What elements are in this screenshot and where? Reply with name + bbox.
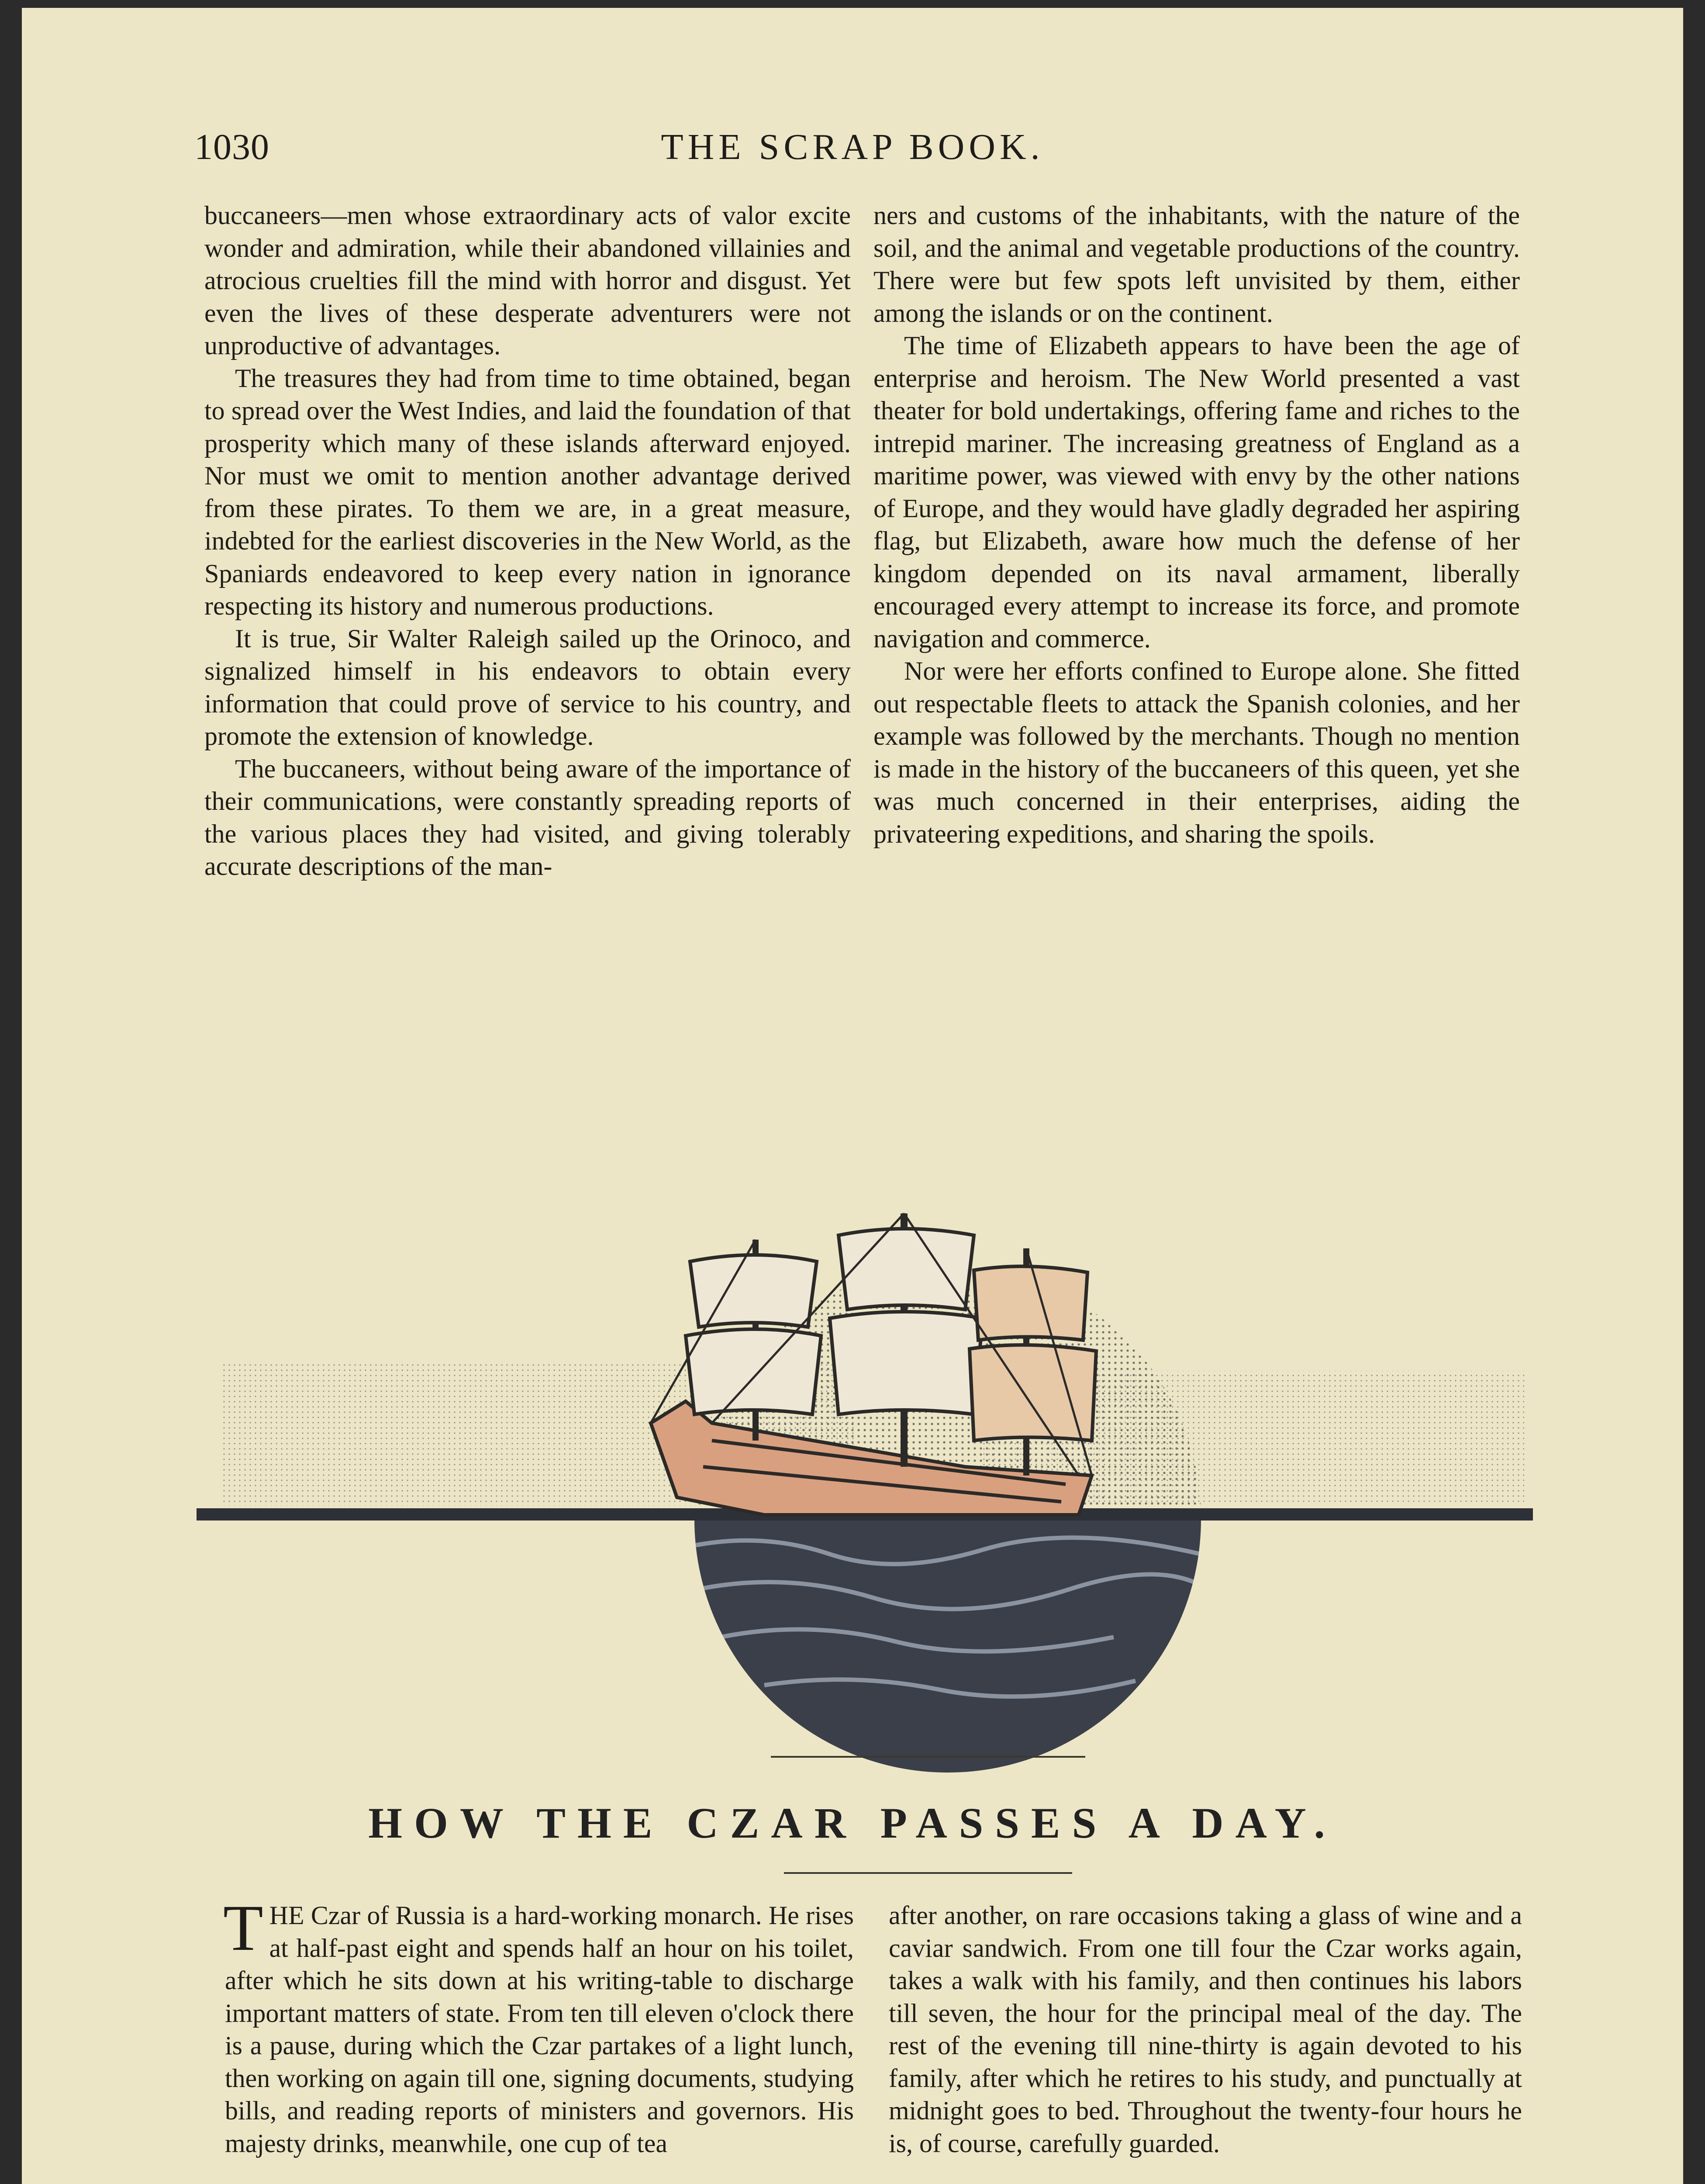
drop-cap: T — [223, 1892, 263, 1964]
running-title: THE SCRAP BOOK. — [661, 127, 1044, 167]
czar-right-column — [889, 1899, 1522, 2160]
page-number: 1030 — [194, 127, 269, 167]
paragraph: ners and customs of the inhabitants, with the nature of the soil, and the animal and vegetable productions of the country. There were but few spots left unvisited by them, either among the islands or on the continent. — [873, 201, 1520, 328]
czar-left-column — [223, 1892, 854, 2160]
divider-top — [771, 1756, 1085, 1758]
article-left-column — [204, 199, 851, 883]
paragraph: The treasures they had from time to time obtained, began to spread over the West Indies, and laid the foundation of that prosperity which many of these islands afterward enjoyed. Nor must we omit to mention another advantage derived from these pirates. To them we are, in a great measure, indebted for the earliest discoveries in the New World, as the Spaniards endeavored to keep every nation in ignorance respecting its history and numerous productions. — [204, 363, 851, 620]
paragraph: It is true, Sir Walter Raleigh sailed up the Orinoco, and signalized himself in his endeavors to obtain every information that could prove of service to his country, and promote the extension of knowledge. — [204, 624, 851, 750]
sailing-ship-illustration — [197, 1196, 1533, 1773]
article-title: HOW THE CZAR PASSES A DAY. — [368, 1799, 1337, 1847]
divider-bottom — [784, 1872, 1072, 1874]
page-header — [22, 126, 1683, 174]
article-right-column — [873, 199, 1520, 850]
paragraph — [223, 1892, 854, 2160]
paragraph-text: HE Czar of Russia is a hard-working monarch. He rises at half-past eight and spends half an hour on his toilet, after which he sits down at his writing-table to discharge important matters of state. From ten till eleven o'clock there is a pause, during which the Czar partakes of a light lunch, then working on again till one, signing documents, studying bills, and reading reports of ministers and governors. His majesty drinks, meanwhile, one cup of tea — [225, 1901, 854, 2158]
paragraph: The time of Elizabeth appears to have been the age of enterprise and heroism. The New World presented a vast theater for bold undertakings, offering fame and riches to the intrepid mariner. The increasing greatness of England as a maritime power, was viewed with envy by the other nations of Europe, and they would have gladly degraded her aspiring flag, but Elizabeth, aware how much the defense of her kingdom depended on its naval armament, liberally encouraged every attempt to increase its force, and promote navigation and commerce. — [873, 331, 1520, 653]
paragraph: The buccaneers, without being aware of the importance of their communications, were constantly spreading reports of the various places they had visited, and giving tolerably accurate descriptions of the man- — [204, 754, 851, 881]
paragraph: after another, on rare occasions taking a glass of wine and a caviar sandwich. From one till four the Czar works again, takes a walk with his family, and then continues his labors till seven, the hour for the principal meal of the day. The rest of the evening till nine-thirty is again devoted to his family, after which he retires to his study, and punctually at midnight goes to bed. Throughout the twenty-four hours he is, of course, carefully guarded. — [889, 1901, 1522, 2158]
magazine-page — [22, 8, 1683, 2184]
paragraph: Nor were her efforts confined to Europe alone. She fitted out respectable fleets to attack the Spanish colonies, and her example was followed by the merchants. Though no mention is made in the history of the buccaneers of this queen, yet she was much concerned in their enterprises, aiding the privateering expeditions, and sharing the spoils. — [873, 657, 1520, 848]
paragraph: buccaneers—men whose extraordinary acts of valor excite wonder and admiration, while their abandoned villainies and atrocious cruelties fill the mind with horror and disgust. Yet even the lives of these desperate adventurers were not unproductive of advantages. — [204, 201, 851, 360]
